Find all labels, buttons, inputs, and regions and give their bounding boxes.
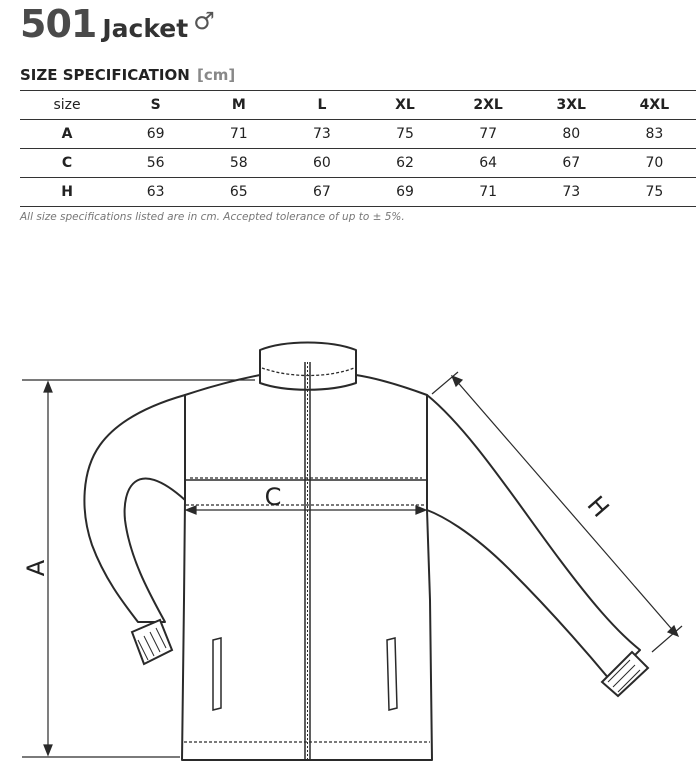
table-cell: 58 xyxy=(197,149,280,178)
table-cell: 69 xyxy=(363,178,446,207)
table-cell: 73 xyxy=(280,120,363,149)
table-cell: 70 xyxy=(613,149,696,178)
table-cell: 80 xyxy=(530,120,613,149)
table-cell: 65 xyxy=(197,178,280,207)
table-cell: 73 xyxy=(530,178,613,207)
table-cell: 83 xyxy=(613,120,696,149)
table-cell: 56 xyxy=(114,149,197,178)
size-table xyxy=(20,90,696,207)
dimension-label-c: C xyxy=(264,483,282,511)
header-cell: 4XL xyxy=(613,91,696,120)
table-cell: 63 xyxy=(114,178,197,207)
dimension-label-a: A xyxy=(22,559,50,577)
header-cell: 2XL xyxy=(447,91,530,120)
table-cell: 64 xyxy=(447,149,530,178)
header-cell: S xyxy=(114,91,197,120)
table-cell: 77 xyxy=(447,120,530,149)
header-cell: L xyxy=(280,91,363,120)
table-row xyxy=(20,120,696,149)
size-spec-title: SIZE SPECIFICATION xyxy=(20,66,190,84)
row-label: C xyxy=(20,149,114,178)
product-header xyxy=(20,2,215,46)
row-label: H xyxy=(20,178,114,207)
model-number: 501 xyxy=(20,2,97,46)
table-row xyxy=(20,178,696,207)
size-spec-unit: [cm] xyxy=(197,66,236,84)
table-cell: 60 xyxy=(280,149,363,178)
table-cell: 62 xyxy=(363,149,446,178)
left-cuff xyxy=(132,620,172,664)
header-cell: 3XL xyxy=(530,91,613,120)
product-title: Jacket xyxy=(102,14,189,43)
table-cell: 71 xyxy=(197,120,280,149)
left-sleeve xyxy=(84,395,185,622)
dimension-label-h: H xyxy=(581,490,615,523)
header-cell: size xyxy=(20,91,114,120)
header-cell: M xyxy=(197,91,280,120)
jacket-diagram xyxy=(0,320,700,776)
size-spec-heading xyxy=(20,66,235,84)
right-sleeve xyxy=(427,395,640,680)
table-cell: 67 xyxy=(280,178,363,207)
header-cell: XL xyxy=(363,91,446,120)
tolerance-note: All size specifications listed are in cm. Accepted tolerance of up to ± 5%. xyxy=(20,211,405,223)
table-cell: 75 xyxy=(363,120,446,149)
table-cell: 67 xyxy=(530,149,613,178)
male-icon: ♂ xyxy=(193,7,215,35)
table-row xyxy=(20,149,696,178)
size-table-header-row xyxy=(20,91,696,120)
table-cell: 71 xyxy=(447,178,530,207)
table-cell: 75 xyxy=(613,178,696,207)
table-cell: 69 xyxy=(114,120,197,149)
row-label: A xyxy=(20,120,114,149)
